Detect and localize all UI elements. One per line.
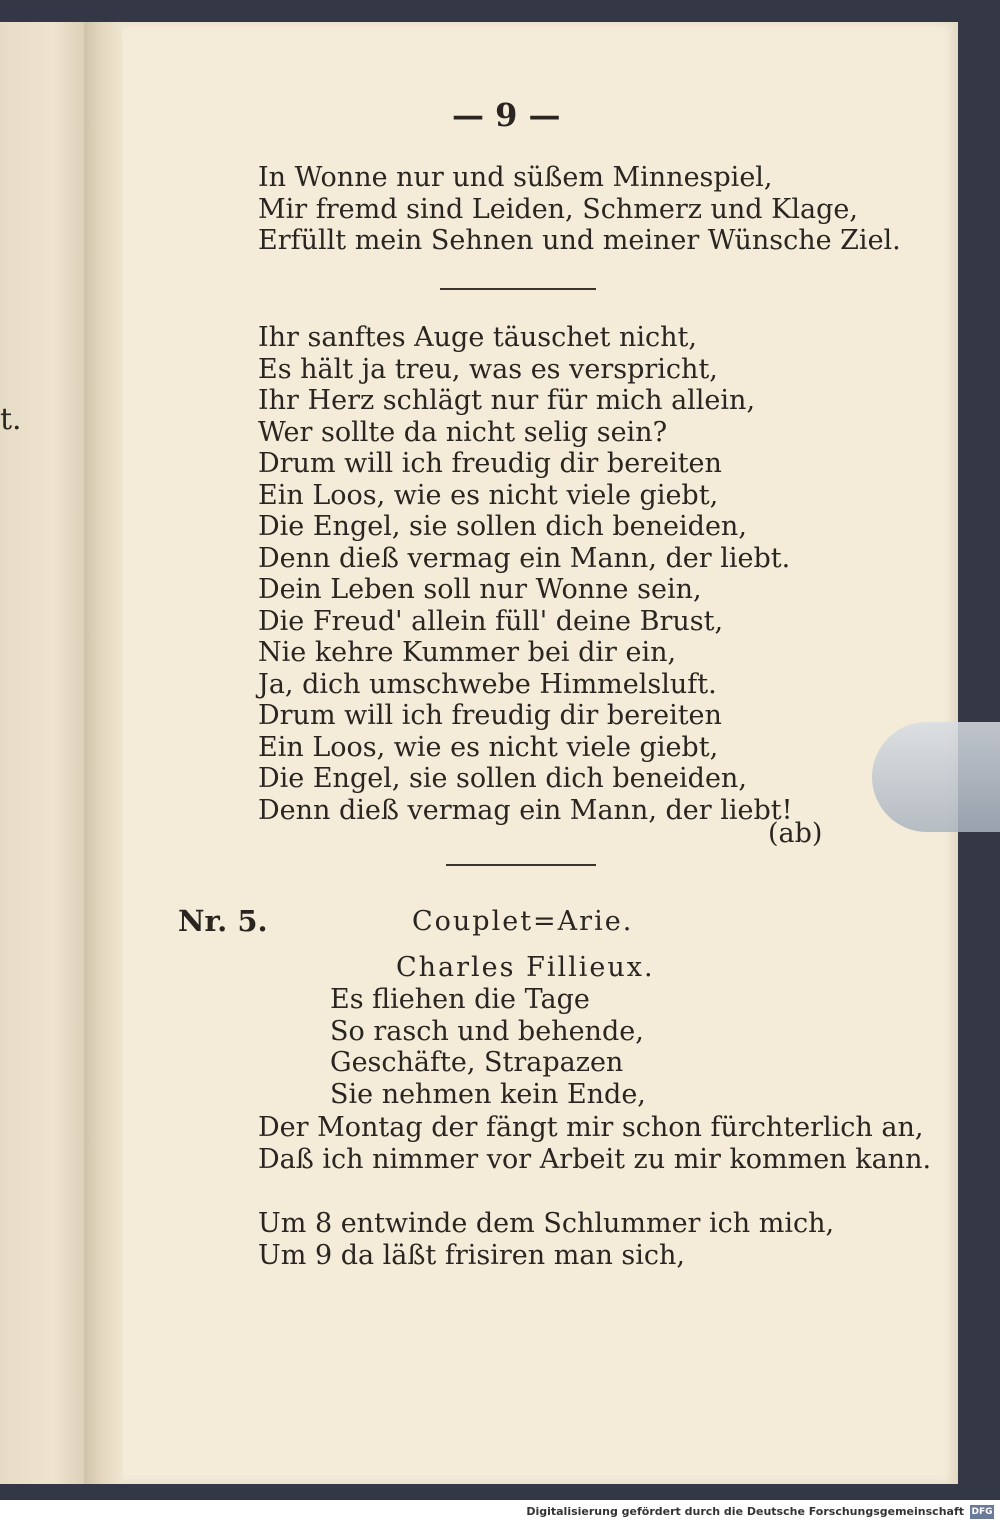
stanza-2 (258, 322, 792, 826)
left-page-fragment: t. (0, 402, 22, 437)
stage-direction: (ab) (768, 818, 823, 849)
verse-line: Daß ich nimmer vor Arbeit zu mir kommen kann. (258, 1143, 932, 1175)
verse-line: Denn dieß vermag ein Mann, der liebt. (258, 542, 791, 574)
verse-line: Ein Loos, wie es nicht viele giebt, (258, 731, 719, 763)
character-name: Charles Fillieux. (396, 952, 655, 983)
verse-line: Geschäfte, Strapazen (330, 1047, 624, 1078)
verse-line: Dein Leben soll nur Wonne sein, (258, 574, 702, 605)
verse-line: In Wonne nur und süßem Minnespiel, (258, 162, 773, 193)
verse-line: So rasch und behende, (330, 1015, 644, 1047)
stanza-4 (258, 1208, 834, 1271)
funding-credit: Digitalisierung gefördert durch die Deutsche Forschungsgemeinschaft (526, 1505, 964, 1518)
verse-line: Sie nehmen kein Ende, (330, 1078, 646, 1110)
verse-line: Drum will ich freudig dir bereiten (258, 448, 722, 479)
verse-line: Ihr sanftes Auge täuschet nicht, (258, 322, 697, 353)
verse-line: Mir fremd sind Leiden, Schmerz und Klage, (258, 193, 858, 225)
number-label: Nr. 5. (178, 904, 268, 938)
stanza-3 (258, 1112, 931, 1175)
verse-line: Um 9 da läßt frisiren man sich, (258, 1239, 686, 1271)
verse-line: Denn dieß vermag ein Mann, der liebt! (258, 794, 793, 826)
verse-line: Der Montag der fängt mir schon fürchterlich an, (258, 1112, 924, 1143)
verse-line: Die Engel, sie sollen dich beneiden, (258, 763, 747, 794)
section-divider (446, 864, 596, 866)
verse-line: Wer sollte da nicht selig sein? (258, 416, 668, 448)
verse-line: Die Freud' allein füll' deine Brust, (258, 605, 724, 637)
footer-bar (0, 1500, 1000, 1525)
stanza-3-indented (330, 984, 646, 1110)
verse-line: Es fliehen die Tage (330, 984, 590, 1015)
verse-line: Um 8 entwinde dem Schlummer ich mich, (258, 1208, 835, 1239)
verse-line: Die Engel, sie sollen dich beneiden, (258, 511, 747, 542)
verse-line: Es hält ja treu, was es verspricht, (258, 353, 718, 385)
verse-line: Ein Loos, wie es nicht viele giebt, (258, 479, 719, 511)
verse-line: Erfüllt mein Sehnen und meiner Wünsche Ziel. (258, 225, 901, 256)
page-number: — 9 — (452, 96, 561, 134)
verse-line: Ja, dich umschwebe Himmelsluft. (258, 668, 717, 700)
verse-line: Nie kehre Kummer bei dir ein, (258, 637, 677, 668)
stanza-1 (258, 162, 901, 257)
piece-title: Couplet=Arie. (412, 906, 634, 937)
verse-line: Drum will ich freudig dir bereiten (258, 700, 722, 731)
page-clip (872, 722, 1000, 832)
verse-line: Ihr Herz schlägt nur für mich allein, (258, 385, 756, 416)
left-page-edge (0, 22, 88, 1484)
section-divider (440, 288, 596, 290)
dfg-logo: DFG (971, 1507, 993, 1517)
